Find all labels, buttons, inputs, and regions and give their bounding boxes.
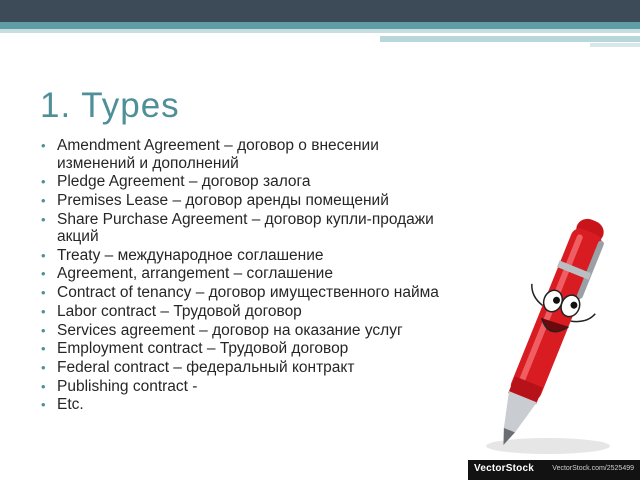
bullet-icon: • — [41, 397, 46, 413]
bullet-list — [40, 137, 460, 415]
bullet-item — [40, 192, 460, 210]
bullet-text: Pledge Agreement – договор залога — [57, 173, 311, 191]
bullet-icon: • — [41, 174, 46, 190]
bullet-text: Treaty – международное соглашение — [57, 246, 324, 264]
bullet-text: Employment contract – Трудовой договор — [57, 340, 349, 358]
header-stripe — [0, 22, 640, 29]
bullet-text: Services agreement – договор на оказание услуг — [57, 321, 403, 339]
slide-title: 1. Types — [40, 86, 180, 125]
bullet-item — [40, 359, 460, 377]
accent-stripe-small — [590, 43, 640, 47]
bullet-item — [40, 265, 460, 283]
bullet-item — [40, 173, 460, 191]
bullet-icon: • — [41, 303, 46, 319]
bullet-icon: • — [41, 247, 46, 263]
bullet-item — [40, 247, 460, 265]
bullet-icon: • — [41, 322, 46, 338]
bullet-item — [40, 378, 460, 396]
bullet-item — [40, 396, 460, 414]
bullet-text: Premises Lease – договор аренды помещений — [57, 191, 389, 209]
bullet-icon: • — [41, 359, 46, 375]
watermark-bar — [468, 460, 640, 480]
header-bar — [0, 0, 640, 22]
bullet-item — [40, 211, 460, 246]
bullet-text: Share Purchase Agreement – договор купли-продажи акций — [57, 210, 434, 246]
bullet-text: Labor contract – Трудовой договор — [57, 302, 302, 320]
bullet-text: Agreement, arrangement – соглашение — [57, 265, 333, 283]
bullet-icon: • — [41, 266, 46, 282]
bullet-text: Federal contract – федеральный контракт — [57, 358, 355, 376]
bullet-icon: • — [41, 378, 46, 394]
bullet-icon: • — [41, 285, 46, 301]
bullet-item — [40, 303, 460, 321]
bullet-item — [40, 322, 460, 340]
bullet-item — [40, 340, 460, 358]
bullet-item — [40, 137, 460, 172]
bullet-text: Etc. — [57, 396, 84, 414]
watermark-url: VectorStock.com/2525499 — [552, 465, 634, 472]
bullet-icon: • — [41, 211, 46, 227]
bullet-icon: • — [41, 192, 46, 208]
header-stripe-light — [0, 29, 640, 33]
bullet-item — [40, 284, 460, 302]
cartoon-pen-illustration — [468, 210, 633, 462]
bullet-text: Publishing contract - — [57, 377, 198, 395]
bullet-text: Contract of tenancy – договор имущественного найма — [57, 284, 439, 302]
bullet-icon: • — [41, 341, 46, 357]
bullet-text: Amendment Agreement – договор о внесении изменений и дополнений — [57, 137, 379, 172]
bullet-icon: • — [41, 138, 46, 153]
watermark-logo: VectorStock — [474, 463, 535, 474]
accent-stripe — [380, 36, 640, 42]
